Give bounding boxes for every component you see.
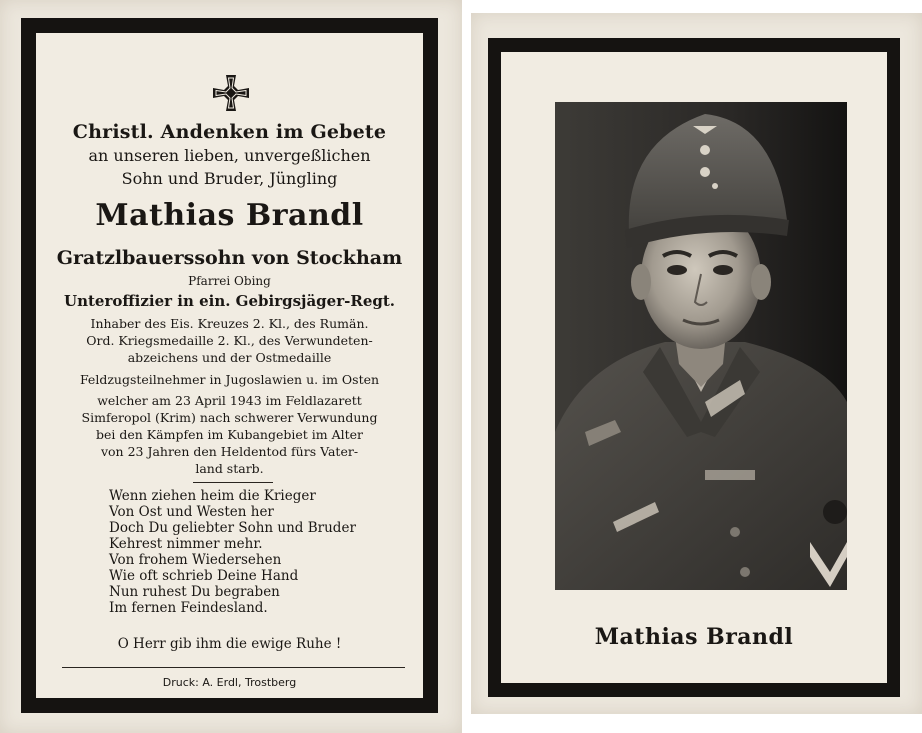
biography-line: abzeichens und der Ostmedaille [127,350,332,365]
poem-line: Von frohem Wiedersehen [109,552,282,568]
card-text-panel [36,33,423,698]
portrait-caption: Mathias Brandl [594,624,794,650]
portrait-image [555,102,847,590]
biography-line: Simferopol (Krim) nach schwerer Verwundung [81,410,378,425]
biography-line: welcher am 23 April 1943 im Feldlazarett [97,393,362,408]
poem-line: Im fernen Feindesland. [109,600,268,616]
biography-line: Ord. Kriegsmedaille 2. Kl., des Verwundeten- [86,333,373,348]
biography-line: Feldzugsteilnehmer in Jugoslawien u. im Osten [79,372,380,387]
iron-cross-icon [211,73,251,113]
family-origin: Gratzlbauerssohn von Stockham [56,247,403,269]
soldier-portrait [555,102,847,590]
deceased-name: Mathias Brandl [95,198,364,233]
memorial-poem [109,488,356,616]
mourning-border-left [21,18,438,713]
memorial-heading: Christl. Andenken im Gebete [72,121,387,143]
military-rank: Unteroffizier in ein. Gebirgsjäger-Regt. [63,292,395,310]
mourning-border-right [488,38,900,697]
poem-line: Kehrest nimmer mehr. [109,536,263,552]
biography-line: von 23 Jahren den Heldentod fürs Vater- [100,444,359,459]
card-photo-panel [501,52,887,683]
parish: Pfarrei Obing [188,274,271,288]
biography-line: Inhaber des Eis. Kreuzes 2. Kl., des Rumän. [90,316,369,331]
poem-line: Nun ruhest Du begraben [109,584,280,600]
biography-line: land starb. [195,461,264,476]
poem-line: Wenn ziehen heim die Krieger [109,488,316,504]
divider [193,482,273,483]
poem-line: Von Ost und Westen her [109,504,274,520]
printer-credit: Druck: A. Erdl, Trostberg [162,676,297,689]
poem-line: Wie oft schrieb Deine Hand [109,568,299,584]
closing-prayer: O Herr gib ihm die ewige Ruhe ! [117,636,342,652]
biography-line: bei den Kämpfen im Kubangebiet im Alter [96,427,363,442]
footer-divider [62,667,405,668]
dedication-line-2: Sohn und Bruder, Jüngling [121,169,338,188]
dedication-line-1: an unseren lieben, unvergeßlichen [88,146,371,165]
poem-line: Doch Du geliebter Sohn und Bruder [109,520,356,536]
